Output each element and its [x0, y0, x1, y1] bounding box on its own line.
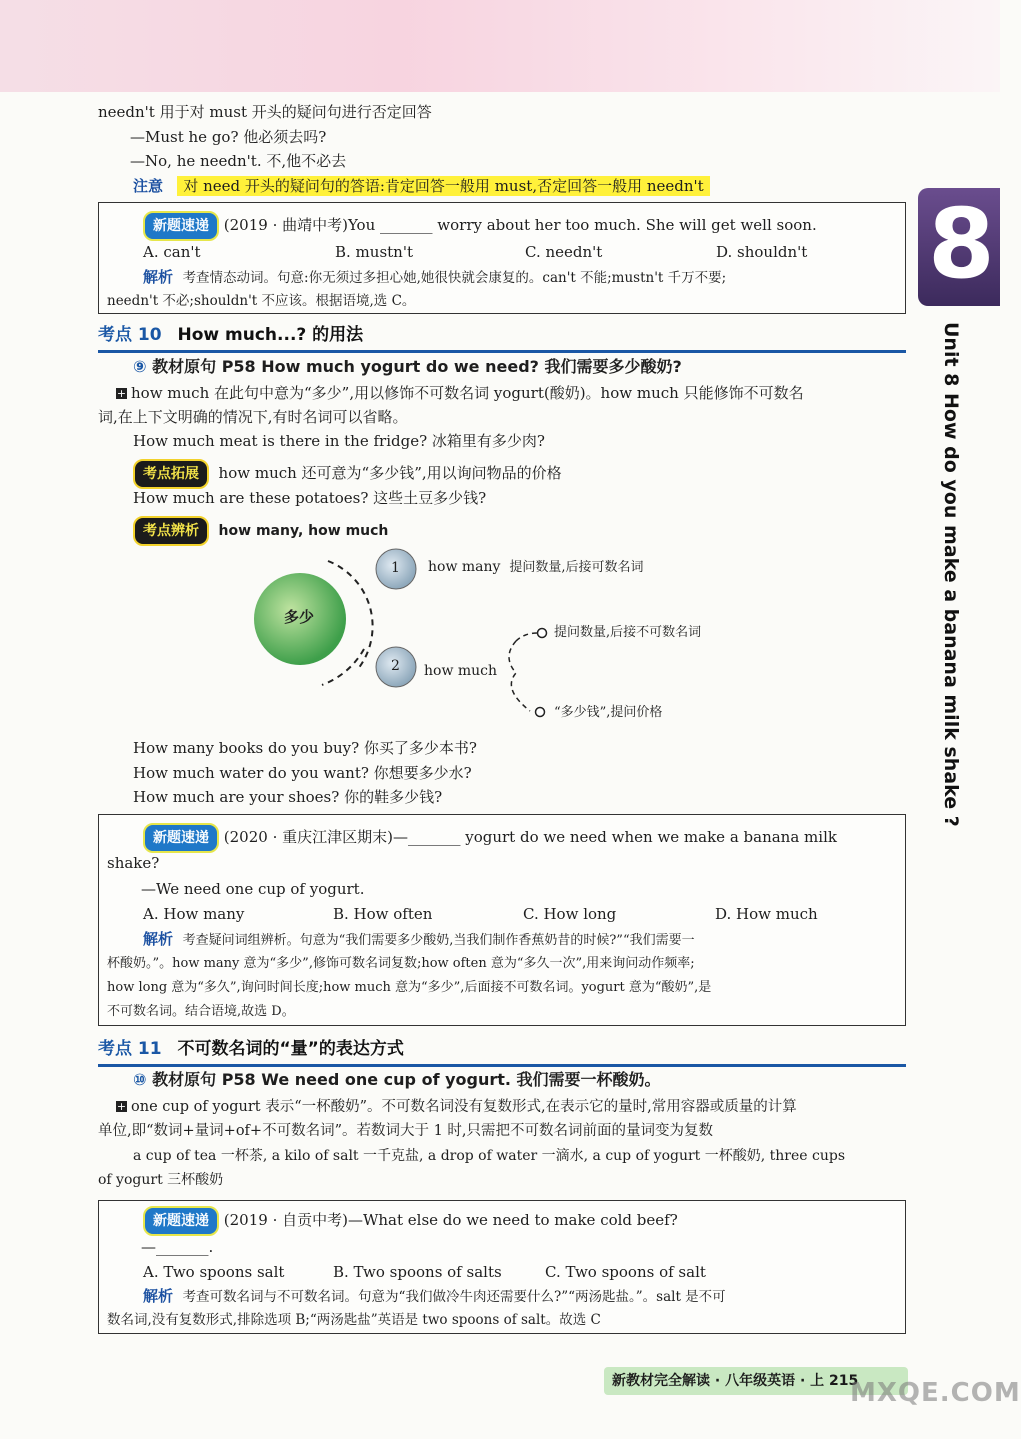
section-title: How much...? 的用法: [177, 325, 364, 345]
section-number: 考点 11: [98, 1039, 162, 1059]
option-d: D. shouldn't: [716, 243, 808, 261]
explanation-text: one cup of yogurt 表示“一杯酸奶”。不可数名词没有复数形式,在表示它的量时,常用容器或质量的计算: [131, 1099, 797, 1115]
option-b: B. Two spoons of salts: [333, 1263, 502, 1281]
example-sentence: How much are your shoes? 你的鞋多少钱?: [133, 788, 443, 806]
intro-example: —Must he go? 他必须去吗?: [130, 128, 327, 146]
diagram-node-2-number: 2: [391, 658, 400, 674]
sentence-number: ⑨: [133, 357, 147, 376]
tag-new-question: 新题速递: [143, 211, 219, 241]
intro-line: needn't 用于对 must 开头的疑问句进行否定回答: [98, 103, 432, 121]
extension-text: how much 还可意为“多少钱”,用以询问物品的价格: [218, 464, 562, 482]
extension-row: [133, 459, 562, 489]
analysis-row: [143, 928, 695, 952]
explanation-text: how much 在此句中意为“多少”,用以修饰不可数名词 yogurt(酸奶)。how much 只能修饰不可数名: [131, 384, 804, 402]
diagram-node-1-number: 1: [391, 560, 400, 576]
example-sentence: How much water do you want? 你想要多少水?: [133, 764, 472, 782]
bullet-icon: [536, 708, 545, 717]
question-text: (2019 · 自贡中考)—What else do we need to make cold beef?: [223, 1211, 678, 1229]
explanation-text: 单位,即“数词+量词+of+不可数名词”。若数词大于 1 时,只需把不可数名词前面的量词变为复数: [98, 1123, 714, 1139]
note-text: 对 need 开头的疑问句的答语:肯定回答一般用 must,否定回答一般用 needn't: [177, 176, 709, 196]
example-sentence: a cup of tea 一杯茶, a kilo of salt 一千克盐, a drop of water 一滴水, a cup of yogurt 一杯酸奶, three cups: [133, 1148, 846, 1164]
branch-line: [509, 641, 530, 711]
section-heading-10: [98, 320, 906, 353]
explanation-row: [116, 1096, 797, 1118]
explanation-text: 词,在上下文明确的情况下,有时名词可以省略。: [98, 408, 408, 426]
question-text: (2020 · 重庆江津区期末)—_______ yogurt do we need when we make a banana milk: [223, 828, 837, 846]
option-a: A. How many: [143, 905, 245, 923]
watermark-logo: MXQE.COM: [850, 1378, 1021, 1408]
note-label: 注意: [133, 177, 164, 195]
option-b: B. mustn't: [335, 243, 413, 261]
option-c: C. needn't: [525, 243, 603, 261]
analysis-text: 考查疑问词组辨析。句意为“我们需要多少酸奶,当我们制作香蕉奶昔的时候?”“我们需要一: [182, 933, 695, 948]
tag-new-question: 新题速递: [143, 823, 219, 853]
note-row: [133, 175, 710, 197]
unit-tab: [918, 188, 1000, 306]
diagram-center-label: 多少: [284, 608, 315, 626]
plus-icon: +: [116, 387, 127, 400]
comparison-row: [133, 516, 388, 546]
option-a: A. Two spoons salt: [143, 1263, 285, 1281]
plus-icon: +: [116, 1100, 127, 1113]
sentence-number: ⑩: [133, 1070, 147, 1089]
analysis-label: 解析: [143, 1287, 174, 1305]
textbook-sentence-text: 教材原句 P58 We need one cup of yogurt. 我们需要一杯酸奶。: [152, 1070, 661, 1089]
textbook-sentence-text: 教材原句 P58 How much yogurt do we need? 我们需要多少酸奶?: [152, 357, 682, 376]
analysis-text: 考查情态动词。句意:你无须过多担心她,她很快就会康复的。can't 不能;mustn't 千万不要;: [182, 270, 727, 286]
diagram-how-many-row: [428, 556, 643, 579]
analysis-row: [143, 1285, 726, 1308]
option-b: B. How often: [333, 905, 433, 923]
textbook-sentence: [133, 1069, 661, 1091]
section-number: 考点 10: [98, 325, 162, 345]
diagram-much-desc-b: “多少钱”,提问价格: [554, 705, 663, 720]
tag-extension: 考点拓展: [133, 459, 209, 489]
exercise-box-1: [98, 202, 906, 314]
exercise-box-2: [98, 814, 906, 1026]
question-text: —_______.: [141, 1238, 214, 1256]
option-c: C. How long: [523, 905, 617, 923]
option-a: A. can't: [143, 243, 201, 261]
question-text: (2019 · 曲靖中考)You _______ worry about her too much. She will get well soon.: [223, 216, 817, 234]
exercise-box-3: [98, 1200, 906, 1334]
question-row: [143, 1206, 678, 1236]
analysis-label: 解析: [143, 930, 174, 948]
comparison-text: how many, how much: [218, 523, 389, 539]
analysis-text: 不可数名词。结合语境,故选 D。: [107, 1004, 295, 1019]
example-sentence: How much are these potatoes? 这些土豆多少钱?: [133, 489, 487, 507]
analysis-text: 考查可数名词与不可数名词。句意为“我们做冷牛肉还需要什么?”“两汤匙盐。”。salt 是不可: [182, 1289, 726, 1305]
question-row: [143, 211, 817, 241]
intro-example: —No, he needn't. 不,他不必去: [130, 152, 347, 170]
analysis-row: [143, 266, 726, 289]
tag-comparison: 考点辨析: [133, 516, 209, 546]
example-sentence: How much meat is there in the fridge? 冰箱里有多少肉?: [133, 432, 545, 450]
example-sentence: How many books do you buy? 你买了多少本书?: [133, 739, 477, 757]
analysis-label: 解析: [143, 268, 174, 286]
question-row: [143, 823, 837, 853]
branch-line: [516, 633, 538, 641]
analysis-text: how long 意为“多久”,询问时间长度;how much 意为“多少”,后面接不可数名词。yogurt 意为“酸奶”,是: [107, 980, 712, 995]
footer-book-info: 新教材完全解读 · 八年级英语 · 上 215: [604, 1367, 908, 1395]
option-c: C. Two spoons of salt: [545, 1263, 706, 1281]
diagram-how-many: how many: [428, 559, 501, 575]
bullet-icon: [538, 629, 547, 638]
explanation-row: [116, 382, 804, 404]
section-title: 不可数名词的“量”的表达方式: [177, 1039, 404, 1059]
diagram-much-desc-a: 提问数量,后接不可数名词: [554, 625, 702, 640]
analysis-text: 杯酸奶。”。how many 意为“多少”,修饰可数名词复数;how often 意为“多久一次”,用来询问动作频率;: [107, 956, 695, 971]
question-text: shake?: [107, 854, 160, 872]
unit-number: 8: [928, 188, 995, 300]
section-heading-11: [98, 1034, 906, 1067]
textbook-sentence: [133, 356, 682, 378]
diagram-how-much: how much: [424, 663, 498, 679]
analysis-text: needn't 不必;shouldn't 不应该。根据语境,选 C。: [107, 293, 416, 309]
question-text: —We need one cup of yogurt.: [141, 880, 365, 898]
unit-side-title: Unit 8 How do you make a banana milk shake ?: [940, 322, 962, 827]
option-d: D. How much: [715, 905, 818, 923]
analysis-text: 数名词,没有复数形式,排除选项 B;“两汤匙盐”英语是 two spoons of salt。故选 C: [107, 1312, 601, 1328]
example-sentence: of yogurt 三杯酸奶: [98, 1172, 224, 1188]
diagram-how-many-desc: 提问数量,后接可数名词: [509, 560, 644, 575]
tag-new-question: 新题速递: [143, 1206, 219, 1236]
header-decoration: [0, 0, 1000, 92]
